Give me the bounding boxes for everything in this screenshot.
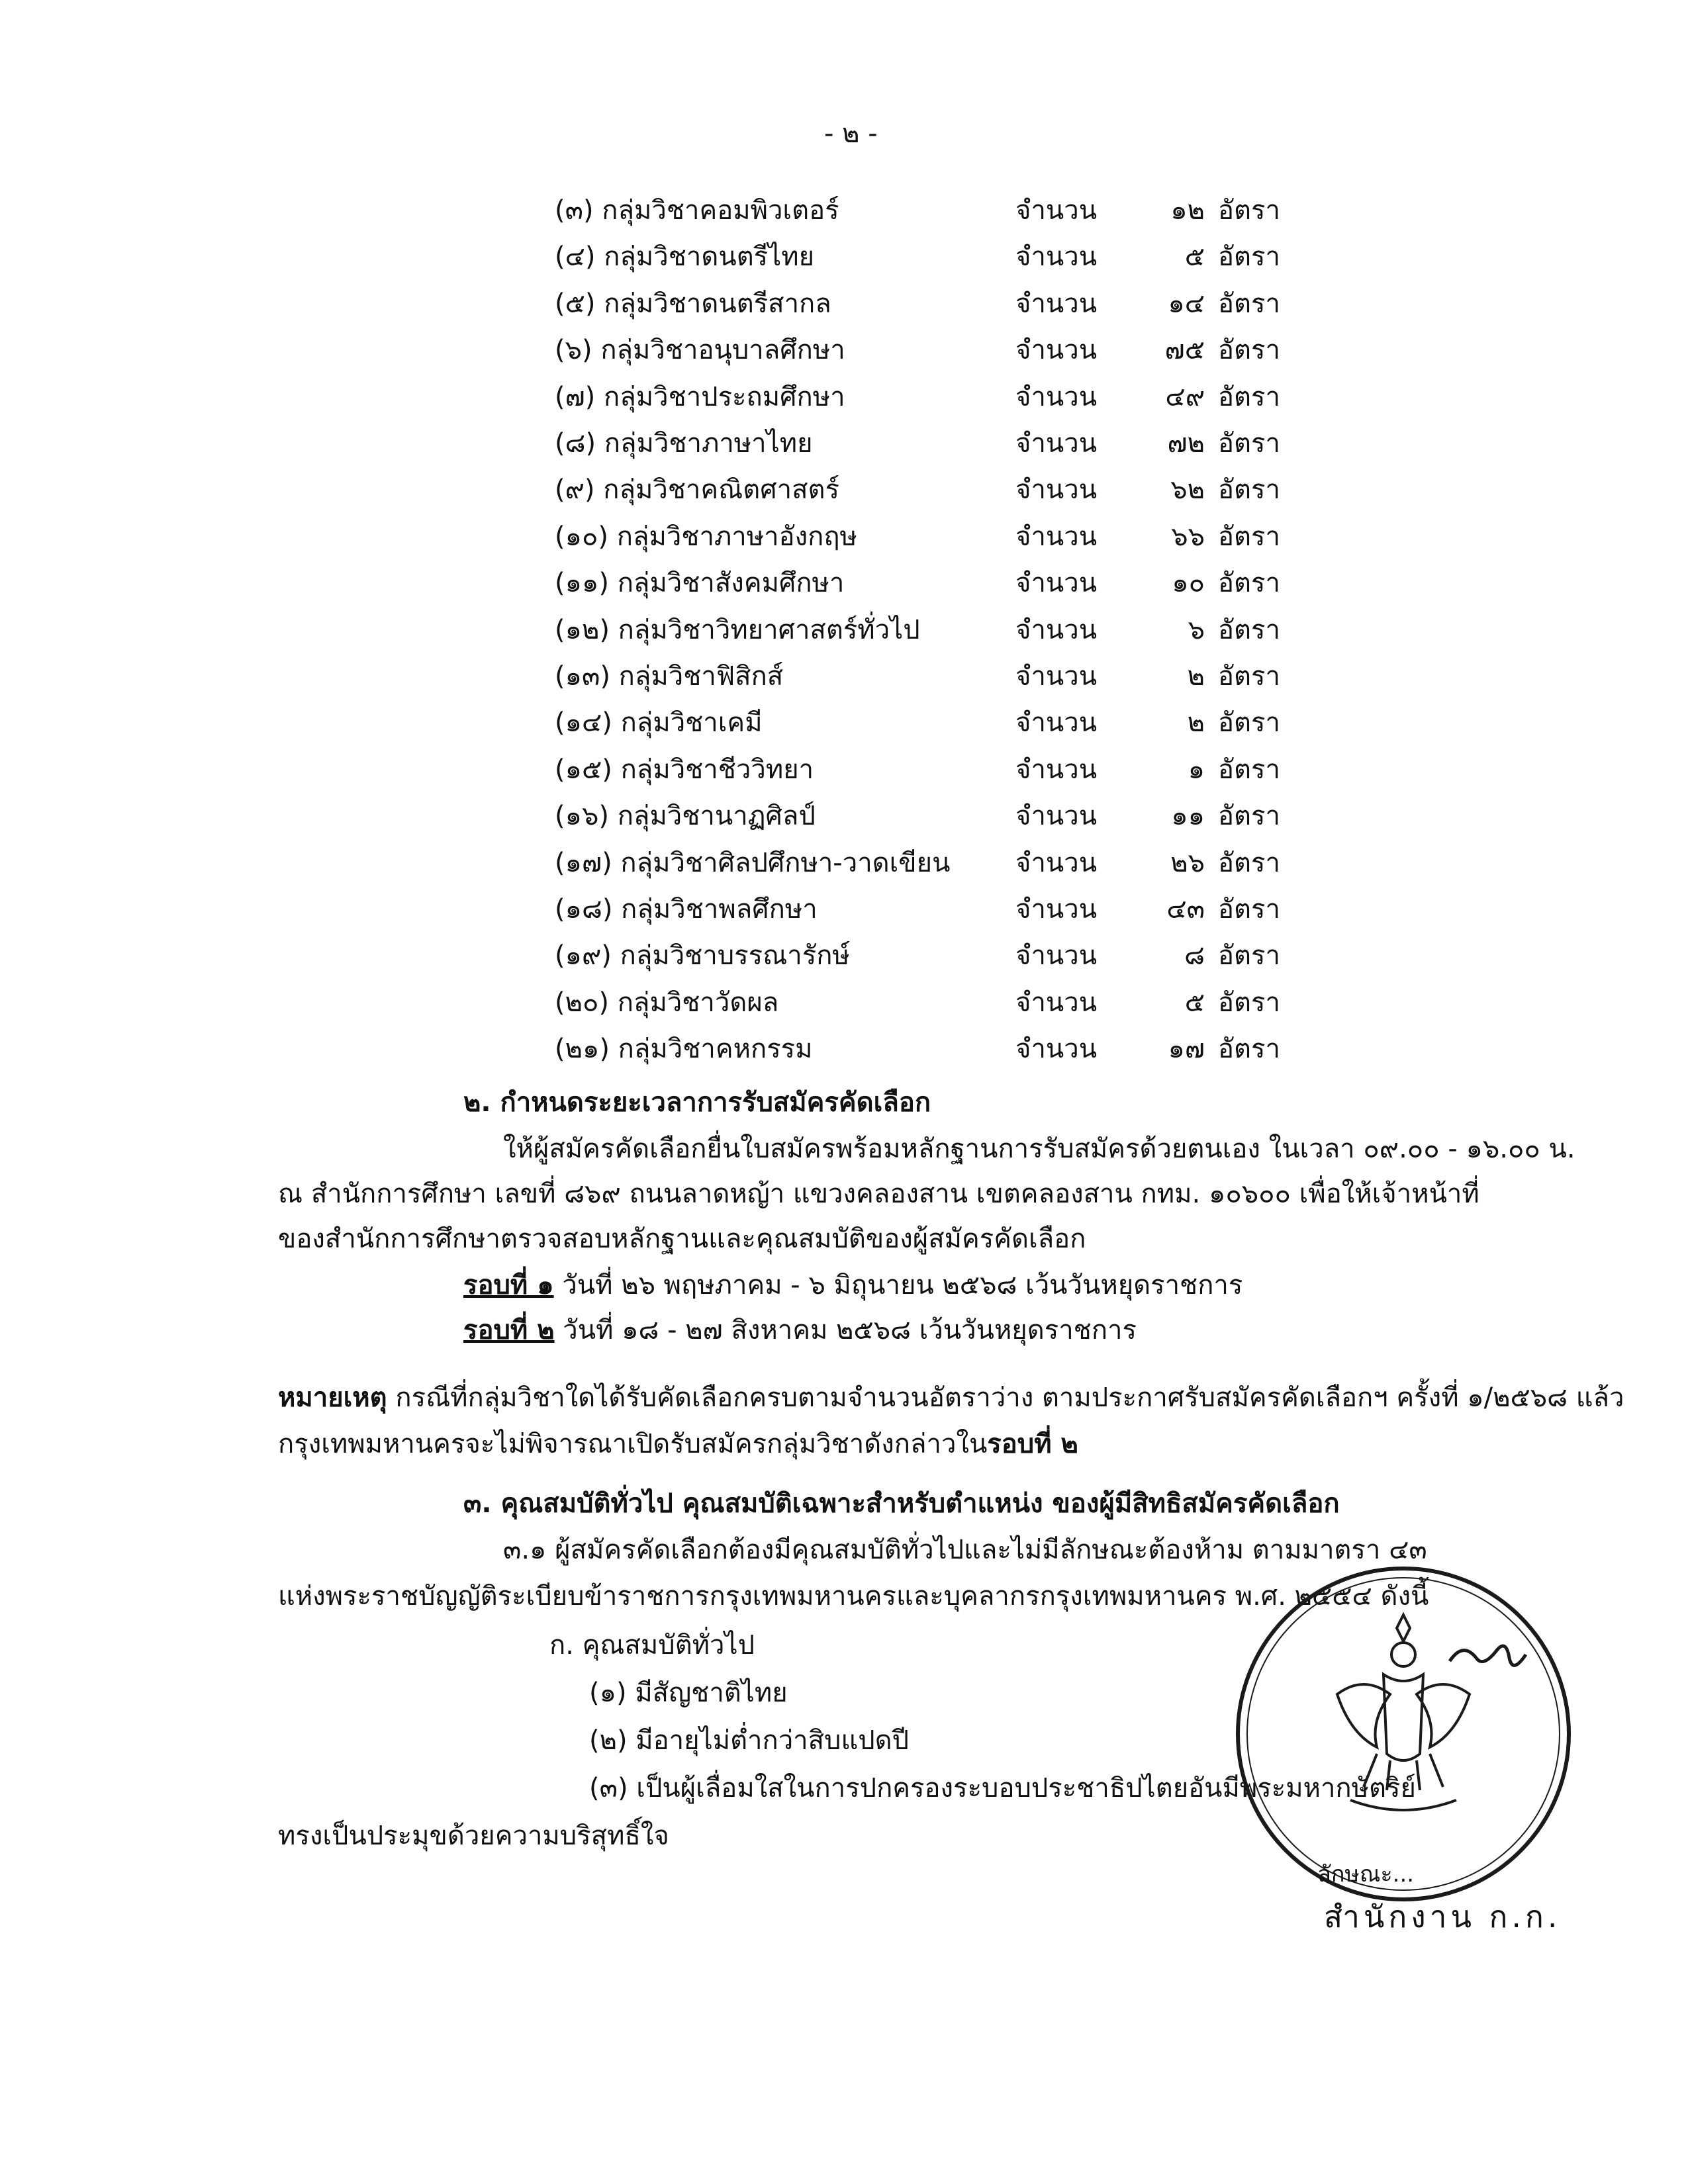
seal-ring-text: สำนักงาน ก.ก. (1324, 1899, 1562, 1934)
subject-label: (๔) กลุ่มวิชาดนตรีไทย (555, 242, 815, 273)
rate-unit: อัตรา (1218, 335, 1280, 366)
rate-unit: อัตรา (1218, 894, 1280, 925)
rate-unit: อัตรา (1218, 614, 1280, 645)
subject-row (0, 1032, 1688, 1066)
rate-unit: อัตรา (1218, 195, 1280, 226)
quantity-label: จำนวน (1015, 707, 1098, 739)
section3-sub-heading: ก. คุณสมบัติทั่วไป (549, 1630, 755, 1661)
subject-row (0, 705, 1688, 740)
rate-count: ๘ (1184, 940, 1205, 972)
subject-label: (๑๔) กลุ่มวิชาเคมี (555, 707, 763, 739)
quantity-label: จำนวน (1015, 568, 1098, 599)
subject-row (0, 799, 1688, 833)
rate-count: ๗๒ (1167, 428, 1205, 459)
subject-row (0, 473, 1688, 507)
quantity-label: จำนวน (1015, 801, 1098, 832)
subject-label: (๙) กลุ่มวิชาคณิตศาสตร์ (555, 475, 839, 506)
quantity-label: จำนวน (1015, 288, 1098, 319)
note-line2 (278, 1427, 1078, 1461)
subject-row (0, 566, 1688, 600)
round1-text: วันที่ ๒๖ พฤษภาคม - ๖ มิถุนายน ๒๕๖๘ เว้นวันหยุดราชการ (562, 1270, 1243, 1300)
subject-row (0, 752, 1688, 787)
section2-para-line1: ให้ผู้สมัครคัดเลือกยื่นใบสมัครพร้อมหลักฐานการรับสมัครด้วยตนเอง ในเวลา ๐๙.๐๐ - ๑๖.๐๐ น. (503, 1134, 1575, 1164)
rate-count: ๑๗ (1168, 1034, 1205, 1065)
rate-count: ๒ (1187, 707, 1205, 739)
subject-label: (๘) กลุ่มวิชาภาษาไทย (555, 428, 813, 459)
rate-unit: อัตรา (1218, 940, 1280, 972)
rate-unit: อัตรา (1218, 288, 1280, 319)
rate-count: ๖ (1188, 614, 1205, 645)
rate-count: ๖๖ (1171, 521, 1205, 552)
rate-count: ๑๒ (1170, 195, 1205, 226)
subject-row (0, 938, 1688, 973)
subject-row (0, 287, 1688, 321)
rate-unit: อัตรา (1218, 801, 1280, 832)
section3-para-line1: ๓.๑ ผู้สมัครคัดเลือกต้องมีคุณสมบัติทั่วไปและไม่มีลักษณะต้องห้าม ตามมาตรา ๔๓ (503, 1535, 1427, 1565)
note-line1 (278, 1381, 1624, 1415)
rate-count: ๖๒ (1170, 475, 1205, 506)
qualification-item-3-line2: ทรงเป็นประมุขด้วยความบริสุทธิ์ใจ (278, 1821, 669, 1851)
subject-label: (๒๐) กลุ่มวิชาวัดผล (555, 987, 779, 1018)
signature-scribble (1450, 1646, 1526, 1665)
section3-para-line2: แห่งพระราชบัญญัติระเบียบข้าราชการกรุงเทพมหานครและบุคลากรกรุงเทพมหานคร พ.ศ. ๒๕๕๔ ดังนี้ (278, 1581, 1429, 1612)
rate-unit: อัตรา (1218, 707, 1280, 739)
subject-label: (๒๑) กลุ่มวิชาคหกรรม (555, 1034, 813, 1065)
subject-row (0, 846, 1688, 880)
note-label: หมายเหตุ (278, 1383, 387, 1413)
qualification-item-3-line1: (๓) เป็นผู้เลื่อมใสในการปกครองระบอบประชาธิปไตยอันมีพระมหากษัตริย์ (589, 1773, 1416, 1803)
rate-count: ๔๙ (1165, 381, 1205, 412)
official-seal-icon (1231, 1562, 1575, 1906)
subject-label: (๑๖) กลุ่มวิชานาฏศิลป์ (555, 801, 816, 832)
quantity-label: จำนวน (1015, 894, 1098, 925)
subject-label: (๓) กลุ่มวิชาคอมพิวเตอร์ (555, 195, 839, 226)
section3-heading: ๓. คุณสมบัติทั่วไป คุณสมบัติเฉพาะสำหรับตำแหน่ง ของผู้มีสิทธิสมัครคัดเลือก (463, 1488, 1340, 1519)
round1-label: รอบที่ ๑ (463, 1270, 554, 1300)
qualification-item-2: (๒) มีอายุไม่ต่ำกว่าสิบแปดปี (589, 1725, 909, 1756)
section2-para-line2: ณ สำนักการศึกษา เลขที่ ๘๖๙ ถนนลาดหญ้า แขวงคลองสาน เขตคลองสาน กทม. ๑๐๖๐๐ เพื่อให้เจ้าหน้าที่ (278, 1179, 1479, 1209)
rate-count: ๑ (1188, 754, 1205, 785)
subject-label: (๑๙) กลุ่มวิชาบรรณารักษ์ (555, 940, 850, 972)
rate-unit: อัตรา (1218, 754, 1280, 785)
rate-unit: อัตรา (1218, 661, 1280, 692)
subject-label: (๑๗) กลุ่มวิชาศิลปศึกษา-วาดเขียน (555, 847, 951, 878)
rate-count: ๕ (1184, 987, 1205, 1018)
quantity-label: จำนวน (1015, 381, 1098, 412)
round2-label: รอบที่ ๒ (463, 1315, 555, 1345)
subject-label: (๑๒) กลุ่มวิชาวิทยาศาสตร์ทั่วไป (555, 614, 920, 645)
garuda-emblem-icon (1337, 1615, 1470, 1810)
qualification-item-1: (๑) มีสัญชาติไทย (589, 1678, 788, 1708)
quantity-label: จำนวน (1015, 428, 1098, 459)
rate-unit: อัตรา (1218, 475, 1280, 506)
quantity-label: จำนวน (1015, 661, 1098, 692)
rate-count: ๑๔ (1168, 288, 1205, 319)
quantity-label: จำนวน (1015, 242, 1098, 273)
rate-count: ๒ (1187, 661, 1205, 692)
round2-line (463, 1313, 1137, 1347)
quantity-label: จำนวน (1015, 335, 1098, 366)
rate-unit: อัตรา (1218, 381, 1280, 412)
note-text1: กรณีที่กลุ่มวิชาใดได้รับคัดเลือกครบตามจำนวนอัตราว่าง ตามประกาศรับสมัครคัดเลือกฯ ครั้งที่ ๑/๒๕๖๘ แล้ว (387, 1383, 1624, 1413)
quantity-label: จำนวน (1015, 614, 1098, 645)
subject-label: (๑๘) กลุ่มวิชาพลศึกษา (555, 894, 818, 925)
quantity-label: จำนวน (1015, 987, 1098, 1018)
section2-para-line3: ของสำนักการศึกษาตรวจสอบหลักฐานและคุณสมบัติของผู้สมัครคัดเลือก (278, 1224, 1086, 1254)
subject-label: (๑๕) กลุ่มวิชาชีววิทยา (555, 754, 814, 785)
quantity-label: จำนวน (1015, 521, 1098, 552)
quantity-label: จำนวน (1015, 195, 1098, 226)
quantity-label: จำนวน (1015, 847, 1098, 878)
note-round2: รอบที่ ๒ (987, 1429, 1078, 1459)
page-number: - ๒ - (824, 118, 878, 149)
subject-row (0, 520, 1688, 554)
rate-count: ๕ (1184, 242, 1205, 273)
rate-count: ๔๓ (1166, 894, 1205, 925)
subject-row (0, 426, 1688, 461)
rate-count: ๑๑ (1171, 801, 1205, 832)
quantity-label: จำนวน (1015, 754, 1098, 785)
rate-unit: อัตรา (1218, 847, 1280, 878)
rate-count: ๑๐ (1172, 568, 1205, 599)
seal-signature-text: ลักษณะ... (1317, 1861, 1415, 1888)
subject-row (0, 193, 1688, 228)
subject-label: (๗) กลุ่มวิชาประถมศึกษา (555, 381, 845, 412)
subject-row (0, 659, 1688, 694)
subject-label: (๑๑) กลุ่มวิชาสังคมศึกษา (555, 568, 845, 599)
subject-row (0, 985, 1688, 1020)
rate-unit: อัตรา (1218, 521, 1280, 552)
round2-text: วันที่ ๑๘ - ๒๗ สิงหาคม ๒๕๖๘ เว้นวันหยุดราชการ (563, 1315, 1137, 1345)
rate-unit: อัตรา (1218, 242, 1280, 273)
note-text2: กรุงเทพมหานครจะไม่พิจารณาเปิดรับสมัครกลุ่มวิชาดังกล่าวใน (278, 1429, 988, 1459)
subject-row (0, 240, 1688, 274)
rate-unit: อัตรา (1218, 1034, 1280, 1065)
subject-label: (๖) กลุ่มวิชาอนุบาลศึกษา (555, 335, 845, 366)
subject-label: (๑๓) กลุ่มวิชาฟิสิกส์ (555, 661, 784, 692)
rate-unit: อัตรา (1218, 568, 1280, 599)
quantity-label: จำนวน (1015, 1034, 1098, 1065)
subject-label: (๑๐) กลุ่มวิชาภาษาอังกฤษ (555, 521, 857, 552)
subject-label: (๕) กลุ่มวิชาดนตรีสากล (555, 288, 831, 319)
rate-count: ๗๕ (1164, 335, 1205, 366)
quantity-label: จำนวน (1015, 940, 1098, 972)
subject-row (0, 613, 1688, 647)
subject-row (0, 333, 1688, 367)
rate-unit: อัตรา (1218, 987, 1280, 1018)
subject-row (0, 380, 1688, 414)
rate-unit: อัตรา (1218, 428, 1280, 459)
subject-row (0, 892, 1688, 927)
rate-count: ๒๖ (1170, 847, 1205, 878)
round1-line (463, 1268, 1243, 1302)
quantity-label: จำนวน (1015, 475, 1098, 506)
section2-heading: ๒. กำหนดระยะเวลาการรับสมัครคัดเลือก (463, 1087, 931, 1118)
